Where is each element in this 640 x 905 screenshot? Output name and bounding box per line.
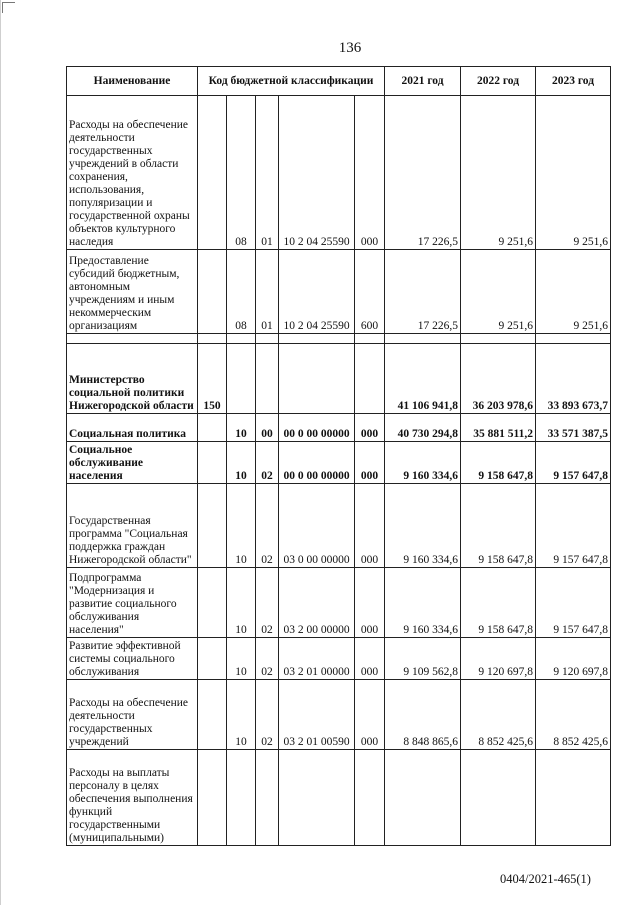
row-section xyxy=(227,344,256,414)
row-subsection: 00 xyxy=(256,414,279,442)
row-expense: 000 xyxy=(355,680,385,750)
row-2021: 41 106 941,8 xyxy=(385,344,461,414)
row-section: 10 xyxy=(227,638,256,680)
row-ministry xyxy=(198,638,227,680)
row-section: 10 xyxy=(227,680,256,750)
row-ministry xyxy=(198,680,227,750)
budget-table xyxy=(66,66,611,846)
table-row xyxy=(67,250,611,334)
spacer-row xyxy=(67,334,611,344)
row-ministry xyxy=(198,414,227,442)
row-2021: 9 109 562,8 xyxy=(385,638,461,680)
row-expense xyxy=(355,344,385,414)
row-name: Расходы на обеспечение деятельности государственных учреждений xyxy=(67,680,198,750)
row-section: 08 xyxy=(227,250,256,334)
row-name: Расходы на обеспечение деятельности государственных учреждений в области сохранения, использования, популяризации и государственной охраны объектов культурного наследия xyxy=(67,96,198,250)
row-name: Расходы на выплаты персоналу в целях обеспечения выполнения функций государственными (муниципальными) xyxy=(67,750,198,846)
row-ministry xyxy=(198,484,227,568)
row-target: 03 2 01 00590 xyxy=(279,680,355,750)
table-row xyxy=(67,344,611,414)
row-2022: 36 203 978,6 xyxy=(461,344,536,414)
header-code: Код бюджетной классификации xyxy=(198,67,385,96)
row-2023: 33 893 673,7 xyxy=(536,344,611,414)
row-section: 10 xyxy=(227,484,256,568)
row-expense: 000 xyxy=(355,96,385,250)
row-subsection: 02 xyxy=(256,680,279,750)
row-2023: 9 157 647,8 xyxy=(536,442,611,484)
row-subsection: 02 xyxy=(256,638,279,680)
row-expense: 600 xyxy=(355,250,385,334)
row-name: Социальная политика xyxy=(67,414,198,442)
row-2022: 9 251,6 xyxy=(461,96,536,250)
row-target: 10 2 04 25590 xyxy=(279,96,355,250)
row-2021: 9 160 334,6 xyxy=(385,484,461,568)
table-row xyxy=(67,484,611,568)
row-expense: 000 xyxy=(355,442,385,484)
table-row xyxy=(67,680,611,750)
row-ministry xyxy=(198,442,227,484)
table-row xyxy=(67,442,611,484)
row-section: 10 xyxy=(227,414,256,442)
row-2023 xyxy=(536,750,611,846)
row-2021: 17 226,5 xyxy=(385,250,461,334)
row-2022: 35 881 511,2 xyxy=(461,414,536,442)
row-target: 03 2 01 00000 xyxy=(279,638,355,680)
row-target: 10 2 04 25590 xyxy=(279,250,355,334)
row-name: Государственная программа "Социальная поддержка граждан Нижегородской области" xyxy=(67,484,198,568)
row-2021: 9 160 334,6 xyxy=(385,442,461,484)
row-expense: 000 xyxy=(355,568,385,638)
row-target: 00 0 00 00000 xyxy=(279,442,355,484)
header-2021: 2021 год xyxy=(385,67,461,96)
row-name: Министерство социальной политики Нижегородской области xyxy=(67,344,198,414)
row-2022 xyxy=(461,750,536,846)
row-2022: 9 158 647,8 xyxy=(461,484,536,568)
row-ministry xyxy=(198,96,227,250)
table-row xyxy=(67,568,611,638)
header-2022: 2022 год xyxy=(461,67,536,96)
table-row xyxy=(67,750,611,846)
row-section: 10 xyxy=(227,568,256,638)
row-2023: 9 251,6 xyxy=(536,250,611,334)
header-name: Наименование xyxy=(67,67,198,96)
row-2022: 8 852 425,6 xyxy=(461,680,536,750)
row-ministry xyxy=(198,568,227,638)
row-name: Подпрограмма "Модернизация и развитие социального обслуживания населения" xyxy=(67,568,198,638)
table-row xyxy=(67,638,611,680)
budget-table-wrapper xyxy=(66,66,611,846)
row-2021: 17 226,5 xyxy=(385,96,461,250)
row-expense: 000 xyxy=(355,414,385,442)
row-name: Развитие эффективной системы социального обслуживания xyxy=(67,638,198,680)
row-target xyxy=(279,750,355,846)
row-2021: 9 160 334,6 xyxy=(385,568,461,638)
row-2023: 9 120 697,8 xyxy=(536,638,611,680)
row-2022: 9 120 697,8 xyxy=(461,638,536,680)
row-target: 03 0 00 00000 xyxy=(279,484,355,568)
row-2021: 8 848 865,6 xyxy=(385,680,461,750)
row-2022: 9 158 647,8 xyxy=(461,442,536,484)
row-subsection: 01 xyxy=(256,96,279,250)
row-expense xyxy=(355,750,385,846)
row-subsection xyxy=(256,750,279,846)
row-target: 00 0 00 00000 xyxy=(279,414,355,442)
table-row xyxy=(67,96,611,250)
header-row xyxy=(67,67,611,96)
table-row xyxy=(67,414,611,442)
row-2023: 8 852 425,6 xyxy=(536,680,611,750)
row-subsection xyxy=(256,344,279,414)
page-number: 136 xyxy=(338,40,362,56)
row-expense: 000 xyxy=(355,638,385,680)
row-2023: 33 571 387,5 xyxy=(536,414,611,442)
document-code: 0404/2021-465(1) xyxy=(500,872,591,886)
row-subsection: 02 xyxy=(256,484,279,568)
row-section xyxy=(227,750,256,846)
scan-edge xyxy=(0,0,1,905)
row-2023: 9 157 647,8 xyxy=(536,484,611,568)
corner-mark xyxy=(2,2,15,13)
row-ministry: 150 xyxy=(198,344,227,414)
row-subsection: 01 xyxy=(256,250,279,334)
row-ministry xyxy=(198,750,227,846)
row-target: 03 2 00 00000 xyxy=(279,568,355,638)
row-subsection: 02 xyxy=(256,568,279,638)
row-2022: 9 251,6 xyxy=(461,250,536,334)
row-expense: 000 xyxy=(355,484,385,568)
row-target xyxy=(279,344,355,414)
row-section: 10 xyxy=(227,442,256,484)
row-name: Предоставление субсидий бюджетным, автономным учреждениям и иным некоммерческим организациям xyxy=(67,250,198,334)
row-2021: 40 730 294,8 xyxy=(385,414,461,442)
row-ministry xyxy=(198,250,227,334)
row-subsection: 02 xyxy=(256,442,279,484)
row-name: Социальное обслуживание населения xyxy=(67,442,198,484)
row-2023: 9 157 647,8 xyxy=(536,568,611,638)
row-2022: 9 158 647,8 xyxy=(461,568,536,638)
row-2023: 9 251,6 xyxy=(536,96,611,250)
row-2021 xyxy=(385,750,461,846)
header-2023: 2023 год xyxy=(536,67,611,96)
row-section: 08 xyxy=(227,96,256,250)
